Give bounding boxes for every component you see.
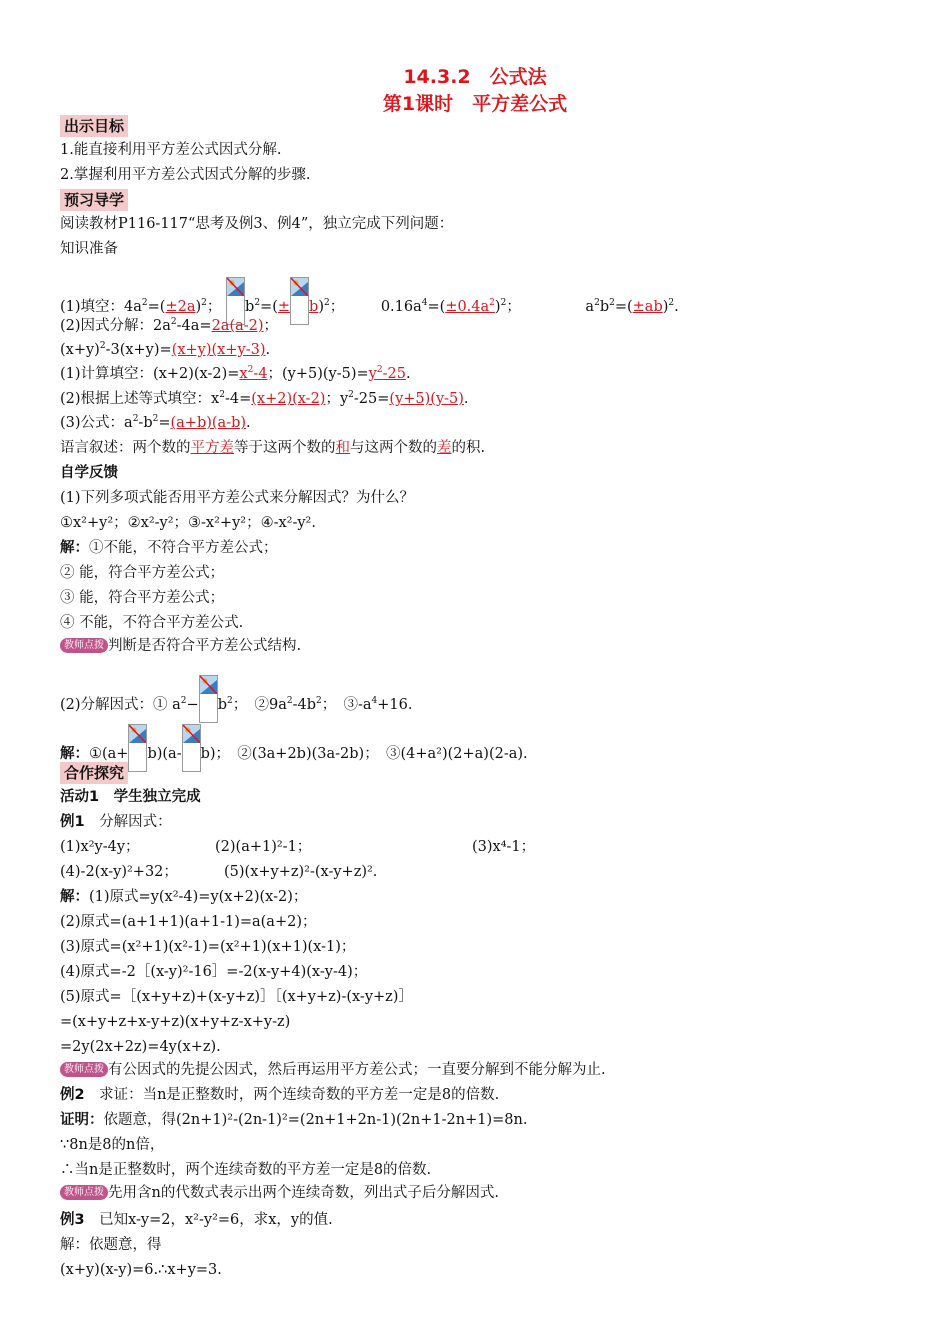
feedback-q2: (2)分解因式：① $a^2-$ $b^2$； $②9a^2-4b^2$； $③-a^4+16$. <box>60 675 412 723</box>
preview-q3: $(x+y)^2-3(x+y)=(x+y)(x+y-3)$. <box>60 341 271 358</box>
example-1-sol1: 解：(1)原式=y(x²-4)=y(x+2)(x-2)； <box>60 889 308 905</box>
example-1-sol6: =(x+y+z+x-y+z)(x+y+z-x+y-z) <box>60 1014 291 1030</box>
feedback-heading: 自学反馈 <box>60 465 118 481</box>
example-1-part3: (3)x⁴-1； <box>472 839 536 855</box>
knowledge-heading: 知识准备 <box>60 241 118 257</box>
preview-q2: (2)因式分解：$2a^2-4a=2a(a-2)$； <box>60 317 279 334</box>
example-1-part1: (1)x²y-4y； <box>60 839 140 855</box>
preview-q7: 语言叙述：两个数的平方差等于这两个数的和与这两个数的差的积. <box>60 440 486 456</box>
goal-2: 2.掌握利用平方差公式因式分解的步骤. <box>60 167 311 183</box>
preview-q1: (1)填空：$4a^2=(\pm 2a)^2$； $b^2=(\pm$ b)$^2$； $0.16a^4=(\pm 0.4a^2)^2$； $a^2b^2=(\pm ab)^2$. <box>60 277 679 325</box>
feedback-q1-options: ①x²+y²；②x²-y²；③-x²+y²；④-x²-y². <box>60 515 316 531</box>
fraction-image-icon <box>182 724 201 772</box>
example-2-proof1: 证明：依题意，得(2n+1)²-(2n-1)²=(2n+1+2n-1)(2n+1-2n+1)=8n. <box>60 1112 528 1128</box>
teacher-tip-2: 教师点拨 有公因式的先提公因式，然后再运用平方差公式；一直要分解到不能分解为止. <box>60 1060 606 1080</box>
feedback-q1: (1)下列多项式能否用平方差公式来分解因式？为什么？ <box>60 490 415 506</box>
teacher-tip-badge: 教师点拨 <box>60 1062 108 1077</box>
activity-heading: 活动1 学生独立完成 <box>60 789 201 805</box>
example-1-sol2: (2)原式=(a+1+1)(a+1-1)=a(a+2)； <box>60 914 317 930</box>
section-explore: 合作探究 <box>60 762 128 784</box>
example-3-sol1: 解：依题意，得 <box>60 1237 162 1253</box>
preview-intro: 阅读教材P116-117“思考及例3、例4”，独立完成下列问题： <box>60 216 454 232</box>
example-3-question: 例3 已知x-y=2，x²-y²=6，求x，y的值. <box>60 1212 333 1228</box>
title-line1: 14.3.2 公式法 <box>403 66 547 88</box>
example-1-sol4: (4)原式=-2［(x-y)²-16］=-2(x-y+4)(x-y-4)； <box>60 964 368 980</box>
example-1-question: 例1 分解因式： <box>60 814 172 830</box>
section-goals: 出示目标 <box>60 115 128 137</box>
teacher-tip-badge: 教师点拨 <box>60 1185 108 1200</box>
example-3-sol2: (x+y)(x-y)=6.∴x+y=3. <box>60 1262 222 1278</box>
example-2-question: 例2 求证：当n是正整数时，两个连续奇数的平方差一定是8的倍数. <box>60 1087 500 1103</box>
goal-1: 1.能直接利用平方差公式因式分解. <box>60 142 282 158</box>
example-1-part2: (2)(a+1)²-1； <box>215 839 312 855</box>
example-1-part5: (5)(x+y+z)²-(x-y+z)². <box>224 864 378 880</box>
teacher-tip-badge: 教师点拨 <box>60 638 108 653</box>
fraction-image-icon <box>128 724 147 772</box>
example-1-sol3: (3)原式=(x²+1)(x²-1)=(x²+1)(x+1)(x-1)； <box>60 939 356 955</box>
example-1-sol5: (5)原式=［(x+y+z)+(x-y+z)］［(x+y+z)-(x-y+z)］ <box>60 989 413 1005</box>
feedback-sol2: ② 能，符合平方差公式； <box>60 565 225 581</box>
example-1-sol7: =2y(2x+2z)=4y(x+z). <box>60 1039 221 1055</box>
fraction-image-icon <box>199 675 218 723</box>
section-preview: 预习导学 <box>60 189 128 211</box>
teacher-tip-1: 教师点拨 判断是否符合平方差公式结构. <box>60 636 301 656</box>
teacher-tip-3: 教师点拨 先用含n的代数式表示出两个连续奇数，列出式子后分解因式. <box>60 1183 499 1203</box>
example-1-part4: (4)-2(x-y)²+32； <box>60 864 178 880</box>
feedback-sol4: ④ 不能，不符合平方差公式. <box>60 615 244 631</box>
preview-q4: (1)计算填空：$(x+2)(x-2)=x^2-4$；$(y+5)(y-5)=y^2-25$. <box>60 365 411 382</box>
feedback-sol3: ③ 能，符合平方差公式； <box>60 590 225 606</box>
feedback-sol1: 解：①不能，不符合平方差公式； <box>60 540 278 556</box>
preview-q6: (3)公式：$a^2-b^2=(a+b)(a-b)$. <box>60 414 251 431</box>
preview-q5: (2)根据上述等式填空：$x^2-4=(x+2)(x-2)$；$y^2-25=(y+5)(y-5)$. <box>60 390 469 407</box>
example-2-proof2: ∵8n是8的n倍， <box>60 1137 165 1153</box>
title-line2: 第1课时 平方差公式 <box>382 93 568 115</box>
feedback-q2-solution: 解：①(a+ b)(a- b)； ②(3a+2b)(3a-2b)； ③(4+a²)(2+a)(2-a). <box>60 724 528 772</box>
example-2-proof3: ∴当n是正整数时，两个连续奇数的平方差一定是8的倍数. <box>60 1162 432 1178</box>
fraction-image-icon <box>290 277 309 325</box>
